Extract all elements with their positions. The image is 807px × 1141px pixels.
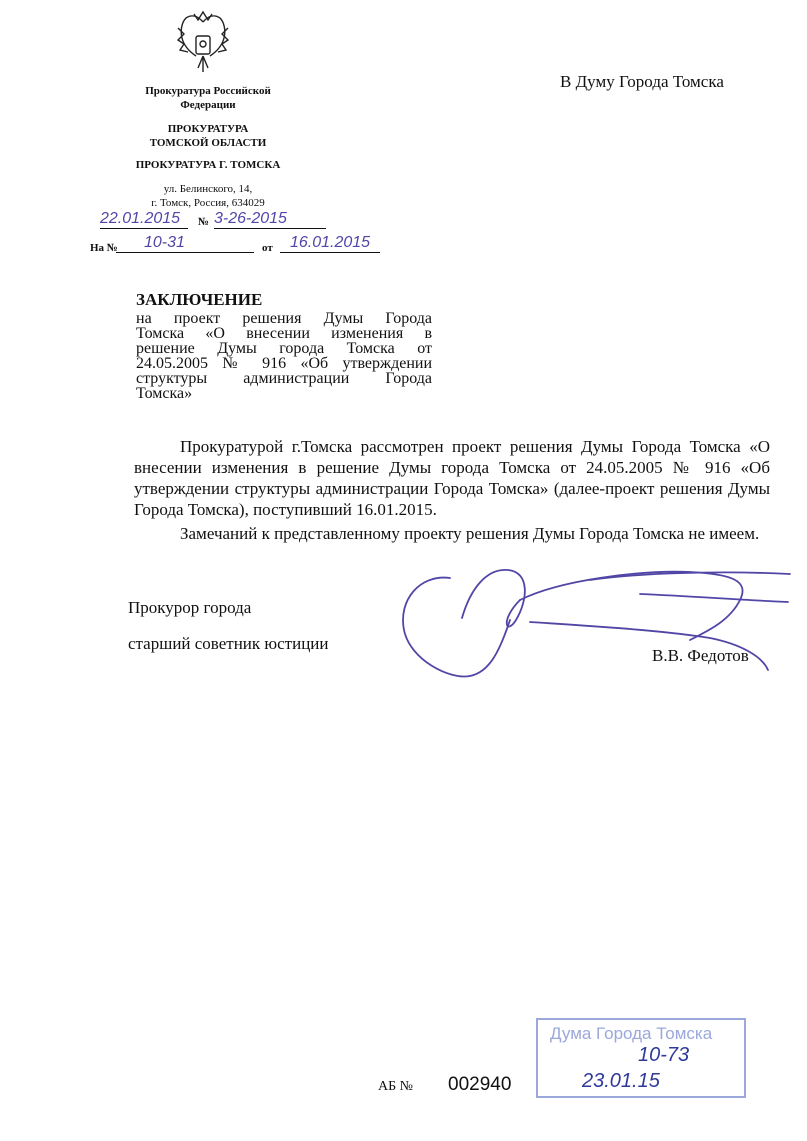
coat-of-arms-icon <box>172 10 234 78</box>
handwritten-signature <box>390 560 800 690</box>
office-name-3: ПРОКУРАТУРА Г. ТОМСКА <box>135 159 281 171</box>
address-line-2: г. Томск, Россия, 634029 <box>151 197 265 209</box>
address-line-1: ул. Белинского, 14, <box>163 183 253 195</box>
outgoing-date: 22.01.2015 <box>100 210 188 229</box>
agency-name-2: Федерации <box>180 99 236 111</box>
subject-line: на проект решения Думы Города <box>136 310 432 327</box>
reply-date: 16.01.2015 <box>280 234 380 253</box>
document-subject <box>136 311 432 401</box>
form-series: АБ № <box>378 1079 414 1094</box>
from-label: от <box>262 242 273 254</box>
stamp-org: Дума Города Томска <box>550 1024 713 1043</box>
stamp-reg-date: 23.01.15 <box>582 1070 660 1092</box>
office-name-2: ТОМСКОЙ ОБЛАСТИ <box>149 137 267 149</box>
agency-name: Прокуратура Российской <box>145 85 271 97</box>
subject-line: структуры администрации Города <box>136 370 432 387</box>
office-name: ПРОКУРАТУРА <box>167 123 249 135</box>
subject-line: Томска «О внесении изменения в <box>136 325 432 342</box>
paragraph-review: Прокуратурой г.Томска рассмотрен проект решения Думы Города Томска «О внесении изменения в решение Думы города Томска от 24.05.2005 № 916 «Об утверждении структуры администрации Города Томска» (далее-проект решения Думы Города Томска), поступивший 16.01.2015. <box>134 437 770 519</box>
paragraph-conclusion: Замечаний к представленному проекту решения Думы Города Томска не имеем. <box>180 524 760 543</box>
in-reply-label: На № <box>90 242 118 254</box>
recipient: В Думу Города Томска <box>560 72 724 91</box>
reply-number: 10-31 <box>116 234 254 253</box>
signer-position: Прокурор города <box>128 598 252 617</box>
outgoing-number: 3-26-2015 <box>214 210 326 229</box>
subject-line: 24.05.2005 № 916 «Об утверждении <box>136 355 432 372</box>
subject-line: решение Думы города Томска от <box>136 340 432 357</box>
signer-name: В.В. Федотов <box>652 646 749 665</box>
number-label: № <box>198 216 210 228</box>
stamp-reg-number: 10-73 <box>638 1044 690 1066</box>
subject-line: Томска» <box>136 385 193 402</box>
signer-rank: старший советник юстиции <box>128 634 329 653</box>
form-number: 002940 <box>448 1074 512 1095</box>
document-title: ЗАКЛЮЧЕНИЕ <box>136 290 263 309</box>
registration-stamp <box>536 1018 746 1098</box>
